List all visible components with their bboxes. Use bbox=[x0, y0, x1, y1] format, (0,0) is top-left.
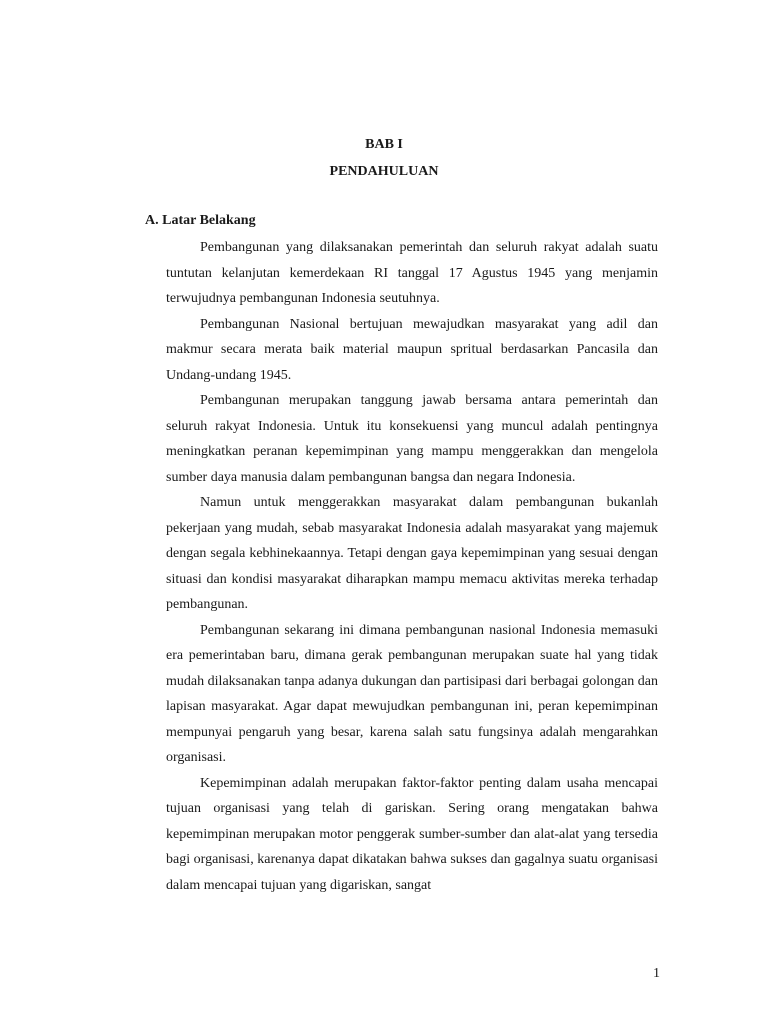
paragraph: Pembangunan merupakan tanggung jawab bersama antara pemerintah dan seluruh rakyat Indonesia. Untuk itu konsekuensi yang muncul adalah pentingnya meningkatkan peranan kepemimpinan yang mampu menggerakkan dan mengelola sumber daya manusia dalam pembangunan bangsa dan negara Indonesia. bbox=[166, 393, 658, 485]
chapter-number: BAB I bbox=[365, 137, 403, 152]
paragraph: Pembangunan Nasional bertujuan mewajudkan masyarakat yang adil dan makmur secara merata baik material maupun spritual berdasarkan Pancasila dan Undang-undang 1945. bbox=[166, 316, 658, 383]
body-text bbox=[166, 235, 658, 898]
chapter-title: PENDAHULUAN bbox=[329, 164, 439, 179]
paragraph: Pembangunan yang dilaksanakan pemerintah dan seluruh rakyat adalah suatu tuntutan kelanjutan kemerdekaan RI tanggal 17 Agustus 1945 yang menjamin terwujudnya pembangunan Indonesia seutuhnya. bbox=[166, 240, 658, 306]
paragraph: Pembangunan sekarang ini dimana pembangunan nasional Indonesia memasuki era pemerintaban baru, dimana gerak pembangunan merupakan suate hal yang tidak mudah dilaksanakan tanpa adanya dukungan dan partisipasi dari berbagai golongan dan lapisan masyarakat. Agar dapat mewujudkan pembangunan ini, peran kepemimpinan mempunyai pengaruh yang besar, karena salah satu fungsinya adalah mengarahkan organisasi. bbox=[166, 622, 658, 765]
page-number: 1 bbox=[653, 966, 660, 981]
paragraph: Kepemimpinan adalah merupakan faktor-faktor penting dalam usaha mencapai tujuan organisasi yang telah di gariskan. Sering orang mengatakan bahwa kepemimpinan merupakan motor penggerak sumber-sumber dan alat-alat yang tersedia bagi organisasi, karenanya dapat dikatakan bahwa sukses dan gagalnya suatu organisasi dalam mencapai tujuan yang digariskan, sangat bbox=[166, 775, 658, 893]
paragraph: Namun untuk menggerakkan masyarakat dalam pembangunan bukanlah pekerjaan yang mudah, sebab masyarakat Indonesia adalah masyarakat yang majemuk dengan segala kebhinekaannya. Tetapi dengan gaya kepemimpinan yang sesuai dengan situasi dan kondisi masyarakat diharapkan mampu memacu aktivitas mereka terhadap pembangunan. bbox=[166, 495, 658, 612]
section-heading: A. Latar Belakang bbox=[145, 213, 256, 228]
